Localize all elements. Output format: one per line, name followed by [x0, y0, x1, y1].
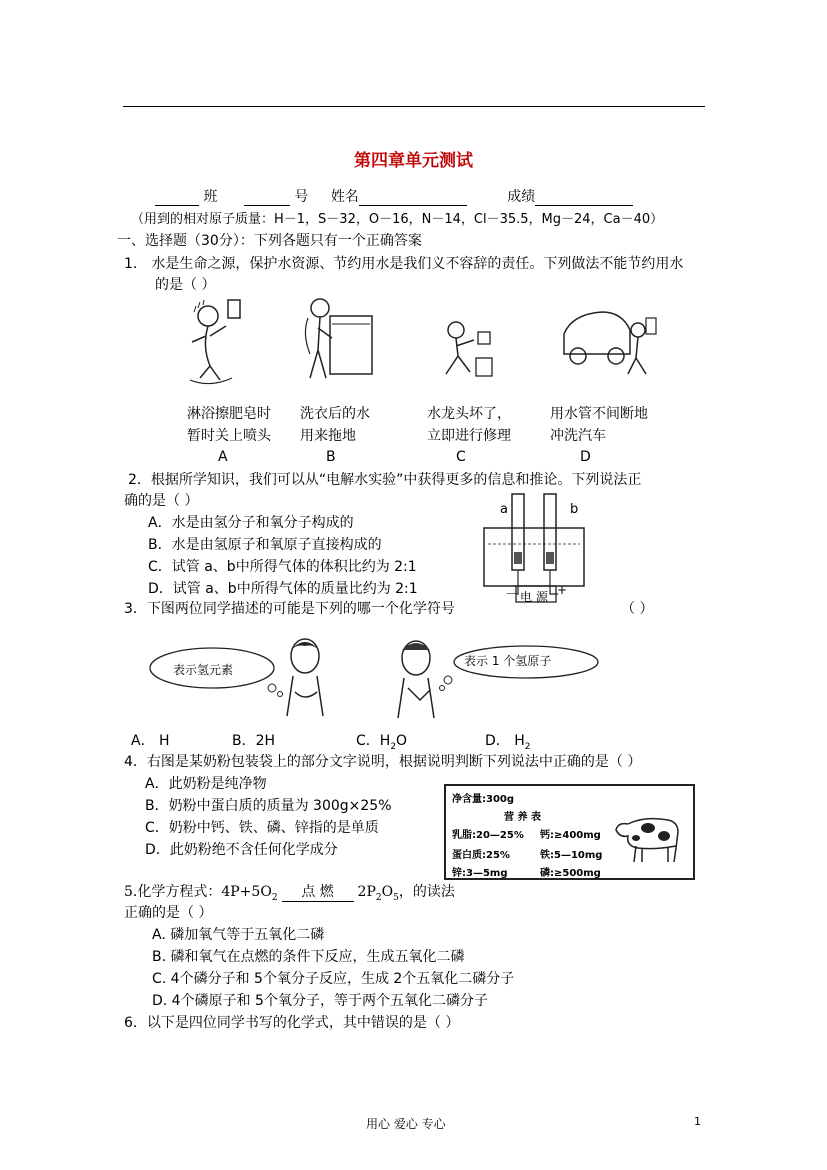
score-blank[interactable] [535, 191, 633, 206]
q1-option-b-line1: 洗衣后的水 [300, 406, 370, 422]
name-blank[interactable] [359, 191, 467, 206]
footer-motto: 用心 爱心 专心 [366, 1117, 446, 1131]
q1-option-a-letter[interactable]: A [218, 449, 228, 465]
label-calcium: 钙:≥400mg [540, 830, 601, 841]
q1-option-a-line1: 淋浴擦肥皂时 [187, 406, 271, 422]
q2-option-d[interactable]: D．试管 a、b中所得气体的质量比约为 2:1 [148, 581, 418, 597]
q2-stem-line2: 确的是（ ） [124, 493, 199, 509]
q3-stem: 3．下图两位同学描述的可能是下列的哪一个化学符号 [124, 601, 455, 617]
q2-option-b[interactable]: B．水是由氢原子和氧原子直接构成的 [148, 537, 382, 553]
q6-stem: 6．以下是四位同学书写的化学式，其中错误的是（ ） [124, 1015, 460, 1031]
student-2-figure [392, 638, 440, 720]
power-minus: － [505, 587, 518, 601]
cow-icon [614, 806, 686, 868]
atomic-masses: （用到的相对原子质量：H－1，S－32，O－16，N－14，Cl－35.5，Mg－24，Ca－40） [131, 212, 664, 227]
q2-stem-line1: 2．根据所学知识，我们可以从“电解水实验”中获得更多的信息和推论。下列说法正 [128, 472, 642, 488]
q4-option-a[interactable]: A．此奶粉是纯净物 [145, 776, 267, 792]
number-label: 号 [294, 189, 309, 205]
student-1-figure [283, 636, 329, 718]
student-info-line [155, 186, 633, 206]
q1-option-d-letter[interactable]: D [580, 449, 591, 465]
label-net-weight: 净含量:300g [452, 794, 515, 805]
faucet-figure [434, 318, 498, 380]
bubble-1-text: 表示氢元素 [173, 663, 234, 677]
class-label: 班 [203, 189, 218, 205]
q1-option-c-line2: 立即进行修理 [427, 428, 511, 444]
q3-option-c[interactable]: C．$H_2O$ [356, 733, 408, 752]
q5-option-c[interactable]: C. 4个磷分子和 5个氧分子反应，生成 2个五氧化二磷分子 [152, 971, 515, 987]
q3-answer-paren[interactable]: （ ） [621, 601, 654, 617]
tube-a-label: a [500, 502, 508, 517]
q4-option-b[interactable]: B．奶粉中蛋白质的质量为 300g×25% [145, 798, 392, 814]
q1-option-d-line1: 用水管不间断地 [550, 406, 648, 422]
q5-option-b[interactable]: B. 磷和氧气在点燃的条件下反应，生成五氧化二磷 [152, 949, 465, 965]
q2-option-a[interactable]: A．水是由氢分子和氧分子构成的 [148, 515, 354, 531]
q1-option-c-line1: 水龙头坏了， [427, 406, 511, 422]
score-label: 成绩 [507, 189, 536, 205]
q2-option-c[interactable]: C．试管 a、b中所得气体的体积比约为 2:1 [148, 559, 417, 575]
label-zinc: 锌:3—5mg [452, 868, 508, 879]
power-source-label: 电 源 [520, 590, 548, 604]
q3-option-a[interactable]: A． H [131, 733, 170, 749]
q1-option-a-line2: 暂时关上喷头 [187, 428, 271, 444]
washing-figure [296, 294, 378, 384]
q5-option-a[interactable]: A. 磷加氧气等于五氧化二磷 [152, 927, 325, 943]
header-rule [123, 106, 705, 107]
reaction-condition: 点 燃 [282, 881, 354, 902]
label-nutrition-header: 营 养 表 [504, 812, 541, 823]
number-blank[interactable] [244, 191, 290, 206]
q3-option-b[interactable]: B．2H [232, 733, 276, 749]
page-number: 1 [694, 1115, 701, 1128]
q1-option-d-line2: 冲洗汽车 [550, 428, 606, 444]
page-title: 第四章单元测试 [354, 151, 473, 171]
label-fat: 乳脂:20—25% [452, 830, 524, 841]
class-blank[interactable] [155, 191, 199, 206]
shower-figure [180, 296, 250, 384]
car-wash-figure [558, 300, 660, 380]
label-phosphorus: 磷:≥500mg [540, 868, 601, 879]
section-heading: 一、选择题（30分）：下列各题只有一个正确答案 [117, 233, 422, 249]
q1-option-b-letter[interactable]: B [326, 449, 336, 465]
tube-b-label: b [570, 502, 579, 517]
q1-option-c-letter[interactable]: C [456, 449, 466, 465]
bubble-2-text: 表示 1 个氢原子 [464, 654, 552, 668]
q1-stem-line2: 的是（ ） [155, 277, 216, 293]
label-iron: 铁:5—10mg [540, 850, 603, 861]
power-plus: + [557, 583, 568, 597]
label-protein: 蛋白质:25% [452, 850, 510, 861]
name-label: 姓名 [330, 189, 359, 205]
q3-option-d[interactable]: D． $H_2$ [485, 733, 531, 752]
q1-option-b-line2: 用来拖地 [300, 428, 356, 444]
q4-stem: 4．右图是某奶粉包装袋上的部分文字说明，根据说明判断下列说法中正确的是（ ） [124, 754, 642, 770]
q4-option-c[interactable]: C．奶粉中钙、铁、磷、锌指的是单质 [145, 820, 379, 836]
q4-option-d[interactable]: D．此奶粉绝不含任何化学成分 [145, 842, 338, 858]
q1-stem-line1: 1． 水是生命之源，保护水资源、节约用水是我们义不容辞的责任。下列做法不能节约用水 [124, 256, 684, 272]
q5-stem-line2: 正确的是（ ） [124, 905, 213, 921]
q5-option-d[interactable]: D. 4个磷原子和 5个氧分子，等于两个五氧化二磷分子 [152, 993, 488, 1009]
q5-equation: 5.化学方程式：$4P+5O_2$ 点 燃 $2P_2O_5$，的读法 [124, 881, 455, 903]
